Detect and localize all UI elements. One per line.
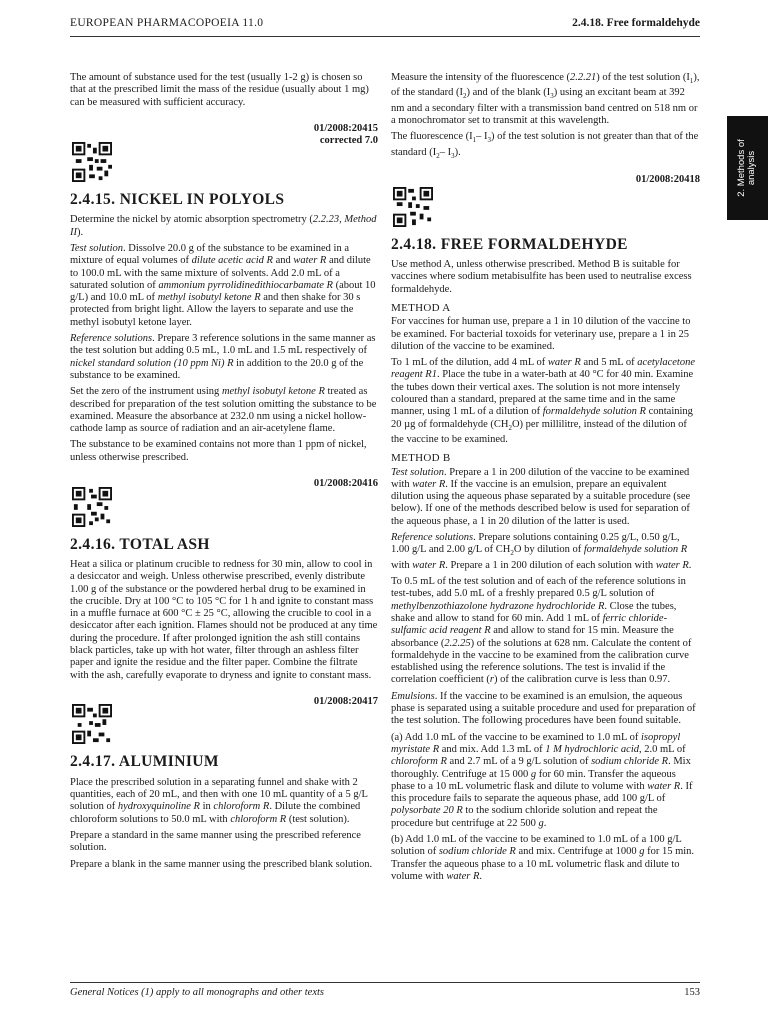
- monograph-ref: [70, 123, 378, 148]
- monograph-ref: 01/2008:20417: [313, 695, 378, 707]
- heading-aluminium: 2.4.17. ALUMINIUM: [70, 753, 219, 771]
- emulsions-paragraph: Emulsions. If the vaccine to be examined is an emulsion, the aqueous phase is separated using a suitable procedure and used for preparation of the test solution. The following procedures have been found suitable.: [391, 690, 696, 727]
- heading-total-ash: 2.4.16. TOTAL ASH: [70, 535, 210, 553]
- right-column: [391, 72, 700, 887]
- side-tab-label: 2. Methods of analysis: [736, 139, 757, 197]
- ash-paragraph: Heat a silica or platinum crucible to redness for 30 min, allow to cool in a desiccator and weigh. Unless otherwise prescribed, evenly distribute 1.00 g of the substance or the powdered herbal drug to be examined in the crucible. Dry at 100 °C to 105 °C for 1 h and ignite to constant mass in a muffle furnace at 600 °C ± 25 °C, allowing the crucible to cool in a desiccator after each ignition. Flames should not be produced at any time during the procedure. If after prolonged ignition the ash still contains black particles, take up with hot water, filter through an ashless filter paper and ignite the residue and the filter paper. Combine the filtrate with the ash, carefully evaporate to dryness and ignite to constant mass.: [70, 558, 378, 681]
- section-title: 2.4.18. Free formaldehyde: [572, 17, 700, 29]
- fluorescence-paragraph-2: The fluorescence ($I_1-$ $I_3$) of the test solution is not greater than that of the standard ($I_2-$ $I_3$).: [391, 131, 699, 160]
- method-b-procedure: To 0.5 mL of the test solution and of each of the reference solutions in test-tubes, add 5.0 mL of a freshly prepared 0.5 g/L solution of methylbenzothiazolone hydrazone hydrochloride R. Close the tubes, shake and allow to stand for 60 min. Add 1 mL of ferric chloride-sulfamic acid reagent R and allow to stand for 15 min. Measure the absorbance (2.2.25) of the solutions at 628 nm. Calculate the content of formaldehyde in the vaccine to be examined from the calibration curve established using the reference solutions. The test is invalid if the correlation coefficient (r) of the calibration curve is less than 0.97.: [391, 576, 692, 686]
- page-number: 153: [684, 987, 700, 998]
- heading-nickel: 2.4.15. NICKEL IN POLYOLS: [70, 191, 285, 209]
- left-column: [70, 72, 378, 875]
- aluminium-paragraph-2: Prepare a standard in the same manner using the prescribed reference solution.: [70, 829, 361, 854]
- nickel-test-solution: Test solution. Dissolve 20.0 g of the substance to be examined in a mixture of equal volumes of dilute acetic acid R and water R and dilute to 100.0 mL with the same mixture of solvents. Add 2.0 mL of a saturated solution of ammonium pyrrolidinedithiocarbamate R (about 10 g/L) and 10.0 mL of methyl isobutyl ketone R and then shake for 30 s protected from bright light. Allow the layers to separate and use the methyl isobutyl ketone layer.: [70, 242, 376, 328]
- qr-code-icon: [72, 142, 112, 182]
- ref-correction: corrected 7.0: [319, 135, 378, 147]
- running-header: [70, 17, 700, 35]
- method-b-reference-solutions: Reference solutions. Prepare solutions containing 0.25 g/L, 0.50 g/L, 1.00 g/L and 2.00 g/L of $CH_2O$ by dilution of formaldehyde solution R with water R. Prepare a 1 in 200 dilution of each solution with water R.: [391, 532, 692, 571]
- nickel-reference-solutions: Reference solutions. Prepare 3 reference solutions in the same manner as the test solution but adding 0.5 mL, 1.0 mL and 1.5 mL respectively of nickel standard solution (10 ppm Ni) R in addition to the 20.0 g of the substance to be examined.: [70, 333, 376, 381]
- qr-code-icon: [393, 187, 433, 227]
- book-title: EUROPEAN PHARMACOPOEIA 11.0: [70, 17, 264, 29]
- ref-number: 01/2008:20415: [313, 122, 378, 134]
- footer-rule: [70, 982, 700, 983]
- fluorescence-paragraph-1: Measure the intensity of the fluorescence (2.2.21) of the test solution $(I_1)$, of the standard $(I_2)$ and of the blank $(I_3)$ using an excitant beam at 392 nm and a secondary filter with a transmission band centred on 518 nm or a monochromator set to transmit at this wavelength.: [391, 72, 700, 127]
- nickel-paragraph-1: Determine the nickel by atomic absorption spectrometry (2.2.23, Method II).: [70, 214, 377, 238]
- intro-paragraph: The amount of substance used for the test (usually 1-2 g) is chosen so that at the prescribed limit the mass of the residue (usually about 1 mg) can be measured with sufficient accuracy.: [70, 72, 369, 108]
- monograph-ref: 01/2008:20418: [635, 174, 700, 186]
- monograph-ref: 01/2008:20416: [313, 478, 378, 490]
- formaldehyde-intro: Use method A, unless otherwise prescribed. Method B is suitable for vaccines where sodium metabisulfite has been used to neutralise excess formaldehyde.: [391, 259, 692, 295]
- qr-code-icon: [72, 704, 112, 744]
- method-a-paragraph-2: To 1 mL of the dilution, add 4 mL of water R and 5 mL of acetylacetone reagent R1. Place the tube in a water-bath at 40 °C for 40 min. Examine the tubes down their vertical axes. The solution is not more intensely coloured than a standard, prepared at the same time and in the same manner, using 1 mL of a dilution of formaldehyde solution R containing 20 µg of formaldehyde $(CH_2O)$ per millilitre, instead of the dilution of the vaccine to be examined.: [391, 357, 696, 445]
- footer-notice: General Notices (1) apply to all monographs and other texts: [70, 987, 325, 998]
- method-b-test-solution: Test solution. Prepare a 1 in 200 dilution of the vaccine to be examined with water R. If the vaccine is an emulsion, prepare an equivalent dilution using the aqueous phase separated by a suitable procedure (see below). If one of the methods described below is used for separation of the aqueous phase, a 1 in 20 dilution of the latter is used.: [391, 466, 691, 527]
- qr-code-icon: [72, 487, 112, 527]
- aluminium-paragraph-1: Place the prescribed solution in a separating funnel and shake with 2 quantities, each of 20 mL, and then with one 10 mL quantity of a 5 g/L solution of hydroxyquinoline R in chloroform R. Dilute the combined chloroform solutions to 50.0 mL with chloroform R (test solution).: [70, 776, 368, 825]
- method-a-heading: METHOD A: [391, 301, 451, 314]
- procedure-a: (a) Add 1.0 mL of the vaccine to be examined to 1.0 mL of isopropyl myristate R and mix. Add 1.3 mL of 1 M hydrochloric acid, 2.0 mL of chloroform R and 2.7 mL of a 9 g/L solution of sodium chloride R. Mix thoroughly. Centrifuge at 15 000 g for 60 min. Transfer the aqueous phase to a 10 mL volumetric flask and dilute to volume with water R. If this procedure fails to separate the aqueous phase, add 100 g/L of polysorbate 20 R to the sodium chloride solution and repeat the procedure but centrifuge at 22 500 g.: [391, 731, 693, 829]
- procedure-b: (b) Add 1.0 mL of the vaccine to be examined to 1.0 mL of a 100 g/L solution of sodium chloride R and mix. Centrifuge at 1000 g for 15 min. Transfer the aqueous phase to a 10 mL volumetric flask and dilute to volume with water R.: [391, 834, 695, 882]
- header-rule: [70, 36, 700, 37]
- heading-free-formaldehyde: 2.4.18. FREE FORMALDEHYDE: [391, 235, 628, 253]
- nickel-paragraph-5: The substance to be examined contains not more than 1 ppm of nickel, unless otherwise prescribed.: [70, 439, 367, 463]
- side-tab: [727, 116, 768, 220]
- method-a-paragraph-1: For vaccines for human use, prepare a 1 in 10 dilution of the vaccine to be examined. For bacterial toxoids for veterinary use, prepare a 1 in 25 dilution of the vaccine to be examined.: [391, 316, 691, 352]
- method-b-heading: METHOD B: [391, 452, 451, 465]
- aluminium-paragraph-3: Prepare a blank in the same manner using the prescribed blank solution.: [70, 858, 373, 870]
- nickel-paragraph-4: Set the zero of the instrument using methyl isobutyl ketone R treated as described for preparation of the test solution omitting the substance to be examined. Measure the absorbance at 232.0 nm using a nickel hollow-cathode lamp as source of radiation and an air-acetylene flame.: [70, 386, 377, 435]
